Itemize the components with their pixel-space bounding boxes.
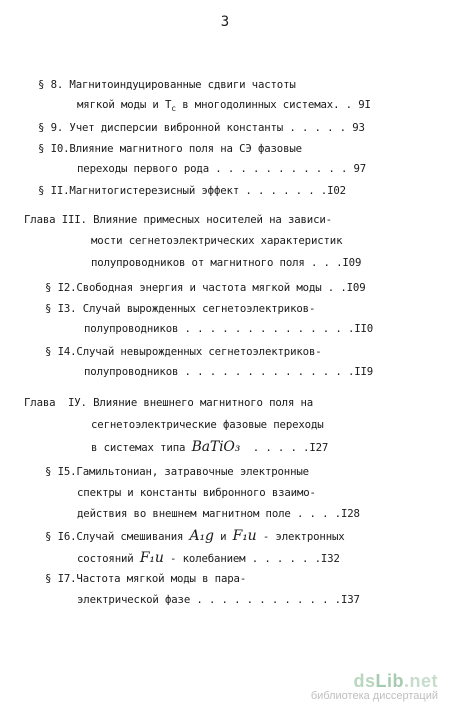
toc-s12-line1: § I2.Свободная энергия и частота мягкой моды . .I09 <box>45 281 366 294</box>
watermark-subtitle: библиотека диссертаций <box>310 690 438 702</box>
toc-s15-line2: спектры и константы вибронного взаимо- <box>77 486 316 499</box>
handwritten-symbol: F₁u <box>232 528 257 544</box>
handwritten-symbol: F₁u <box>139 550 164 566</box>
toc-s17-line1: § I7.Частота мягкой моды в пара- <box>45 572 247 585</box>
watermark <box>311 671 438 702</box>
toc-s10-line2: переходы первого рода . . . . . . . . . . . 97 <box>77 162 367 175</box>
toc-s15-line3: действия во внешнем магнитном поле . . . .I28 <box>77 507 360 520</box>
toc-s11-line1: § II.Магнитогистерезисный эффект . . . . . . .I02 <box>38 184 346 197</box>
handwritten-symbol: A₁g <box>189 528 214 544</box>
toc-s8-line2: мягкой моды и $T_c$ в многодолинных системах. . 9I <box>77 98 371 113</box>
toc-ch4-line2: сегнетоэлектрические фазовые переходы <box>91 418 324 431</box>
toc-s9-line1: § 9. Учет дисперсии вибронной константы . . . . . 93 <box>38 121 365 134</box>
toc-s16-line1: § I6.Случай смешивания A₁g и F₁u - электронных <box>45 528 345 544</box>
page-number: 3 <box>220 14 230 30</box>
toc-ch3-line3: полупроводников от магнитного поля . . .I09 <box>91 256 362 269</box>
toc-s8-line1: § 8. Магнитоиндуцированные сдвиги частоты <box>38 78 296 91</box>
toc-s13-line2: полупроводников . . . . . . . . . . . . . .II0 <box>84 322 374 335</box>
toc-s13-line1: § I3. Случай вырожденных сегнетоэлектриков- <box>45 302 316 315</box>
toc-s17-line2: электрической фазе . . . . . . . . . . . .I37 <box>77 593 360 606</box>
toc-s10-line1: § I0.Влияние магнитного поля на СЭ фазовые <box>38 142 302 155</box>
toc-s16-line2: состояний F₁u - колебанием . . . . . .I32 <box>77 550 340 566</box>
handwritten-formula: BaTiO₃ <box>191 439 241 455</box>
toc-s14-line1: § I4.Случай невырожденных сегнетоэлектриков- <box>45 345 322 358</box>
toc-ch3-line2: мости сегнетоэлектрических характеристик <box>91 234 343 247</box>
toc-ch3-line1: Глава III. Влияние примесных носителей на зависи- <box>24 213 332 226</box>
toc-ch4-line3: в системах типа BaTiO₃ . . . . .I27 <box>91 439 329 455</box>
toc-s15-line1: § I5.Гамильтониан, затравочные электронные <box>45 465 309 478</box>
toc-s14-line2: полупроводников . . . . . . . . . . . . . .II9 <box>84 365 374 378</box>
toc-ch4-line1: Глава IУ. Влияние внешнего магнитного поля на <box>24 396 314 409</box>
watermark-logo: dsLib.net <box>353 671 438 691</box>
